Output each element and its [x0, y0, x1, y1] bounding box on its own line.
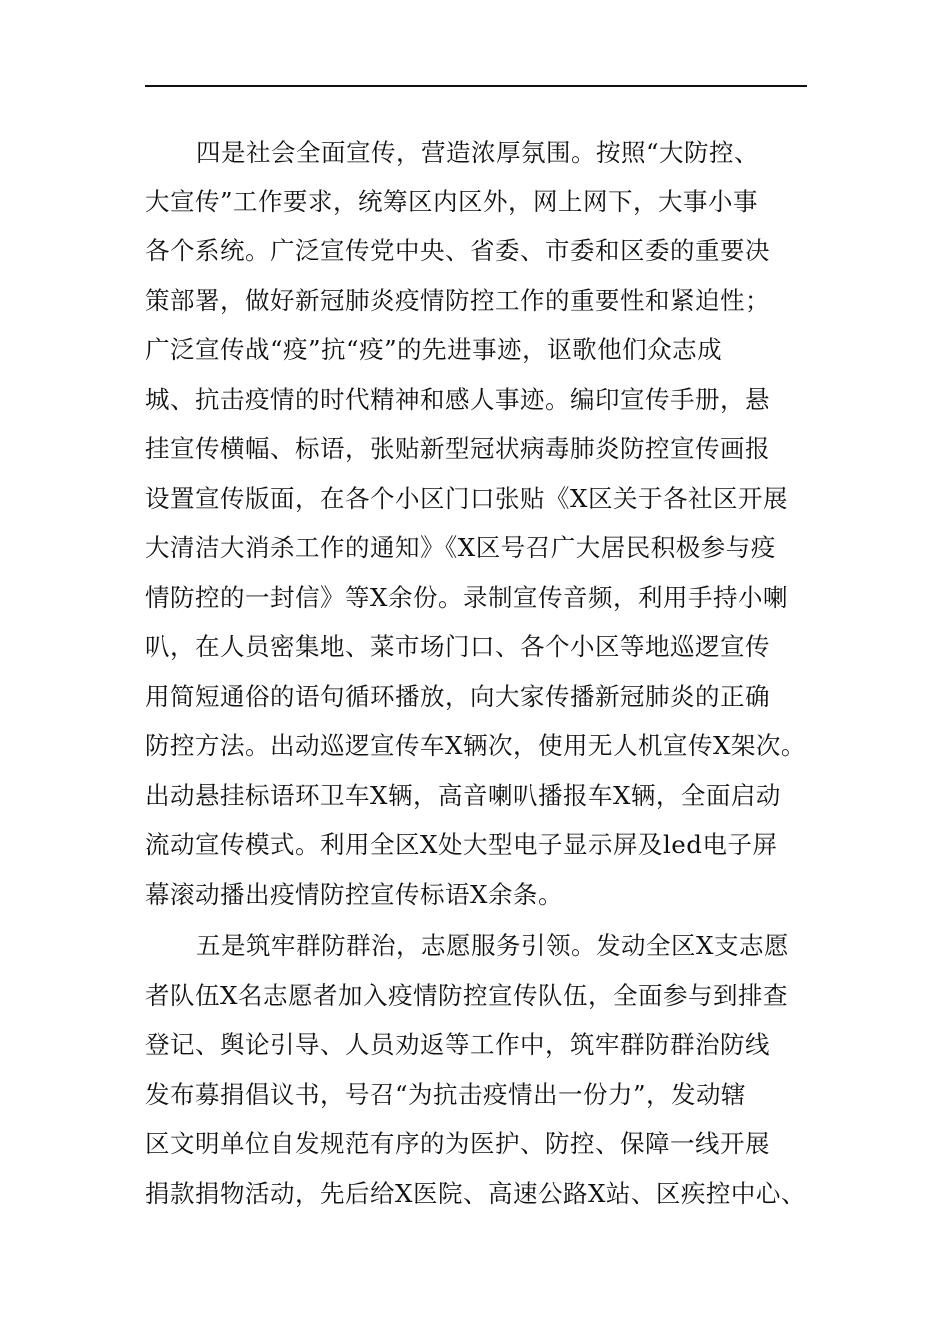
- paragraph-4-line-13: 防控方法。出动巡逻宣传车X辆次，使用无人机宣传X架次。: [145, 731, 806, 760]
- paragraph-4-line-15: 流动宣传模式。利用全区X处大型电子显示屏及led电子屏: [145, 830, 778, 859]
- paragraph-4-line-6: 城、抗击疫情的时代精神和感人事迹。编印宣传手册，悬: [145, 385, 770, 414]
- paragraph-4-line-3: 各个系统。广泛宣传党中央、省委、市委和区委的重要决: [145, 236, 770, 265]
- paragraph-4-line-11: 叭，在人员密集地、菜市场门口、各个小区等地巡逻宣传: [145, 632, 770, 661]
- paragraph-4-line-8: 设置宣传版面，在各个小区门口张贴《X区关于各社区开展: [145, 484, 788, 513]
- paragraph-4-line-2: 大宣传”工作要求，统筹区内区外，网上网下，大事小事: [145, 187, 759, 216]
- paragraph-5-line-3: 登记、舆论引导、人员劝返等工作中，筑牢群防群治防线: [145, 1030, 770, 1059]
- paragraph-5-line-1: 五是筑牢群防群治，志愿服务引领。发动全区X支志愿: [196, 931, 789, 960]
- header-rule: [145, 85, 807, 87]
- paragraph-4-line-16: 幕滚动播出疫情防控宣传标语X余条。: [145, 880, 563, 909]
- paragraph-4-line-1: 四是社会全面宣传，营造浓厚氛围。按照“大防控、: [196, 138, 760, 167]
- paragraph-4-line-4: 策部署，做好新冠肺炎疫情防控工作的重要性和紧迫性；: [145, 286, 770, 315]
- paragraph-5-line-2: 者队伍X名志愿者加入疫情防控宣传队伍，全面参与到排查: [145, 981, 788, 1010]
- paragraph-4-line-10: 情防控的一封信》等X余份。录制宣传音频，利用手持小喇: [145, 583, 788, 612]
- paragraph-4-line-12: 用简短通俗的语句循环播放，向大家传播新冠肺炎的正确: [145, 682, 770, 711]
- paragraph-5-line-4: 发布募捐倡议书，号召“为抗击疫情出一份力”，发动辖: [145, 1080, 747, 1109]
- paragraph-4-line-9: 大清洁大消杀工作的通知》《X区号召广大居民积极参与疫: [145, 533, 776, 562]
- paragraph-4-line-14: 出动悬挂标语环卫车X辆，高音喇叭播报车X辆，全面启动: [145, 781, 781, 810]
- paragraph-4-line-7: 挂宣传横幅、标语，张贴新型冠状病毒肺炎防控宣传画报: [145, 434, 770, 463]
- paragraph-5-line-6: 捐款捐物活动，先后给X医院、高速公路X站、区疾控中心、: [145, 1179, 806, 1208]
- paragraph-4-line-5: 广泛宣传战“疫”抗“疫”的先进事迹，讴歌他们众志成: [145, 335, 723, 364]
- paragraph-5-line-5: 区文明单位自发规范有序的为医护、防控、保障一线开展: [145, 1129, 770, 1158]
